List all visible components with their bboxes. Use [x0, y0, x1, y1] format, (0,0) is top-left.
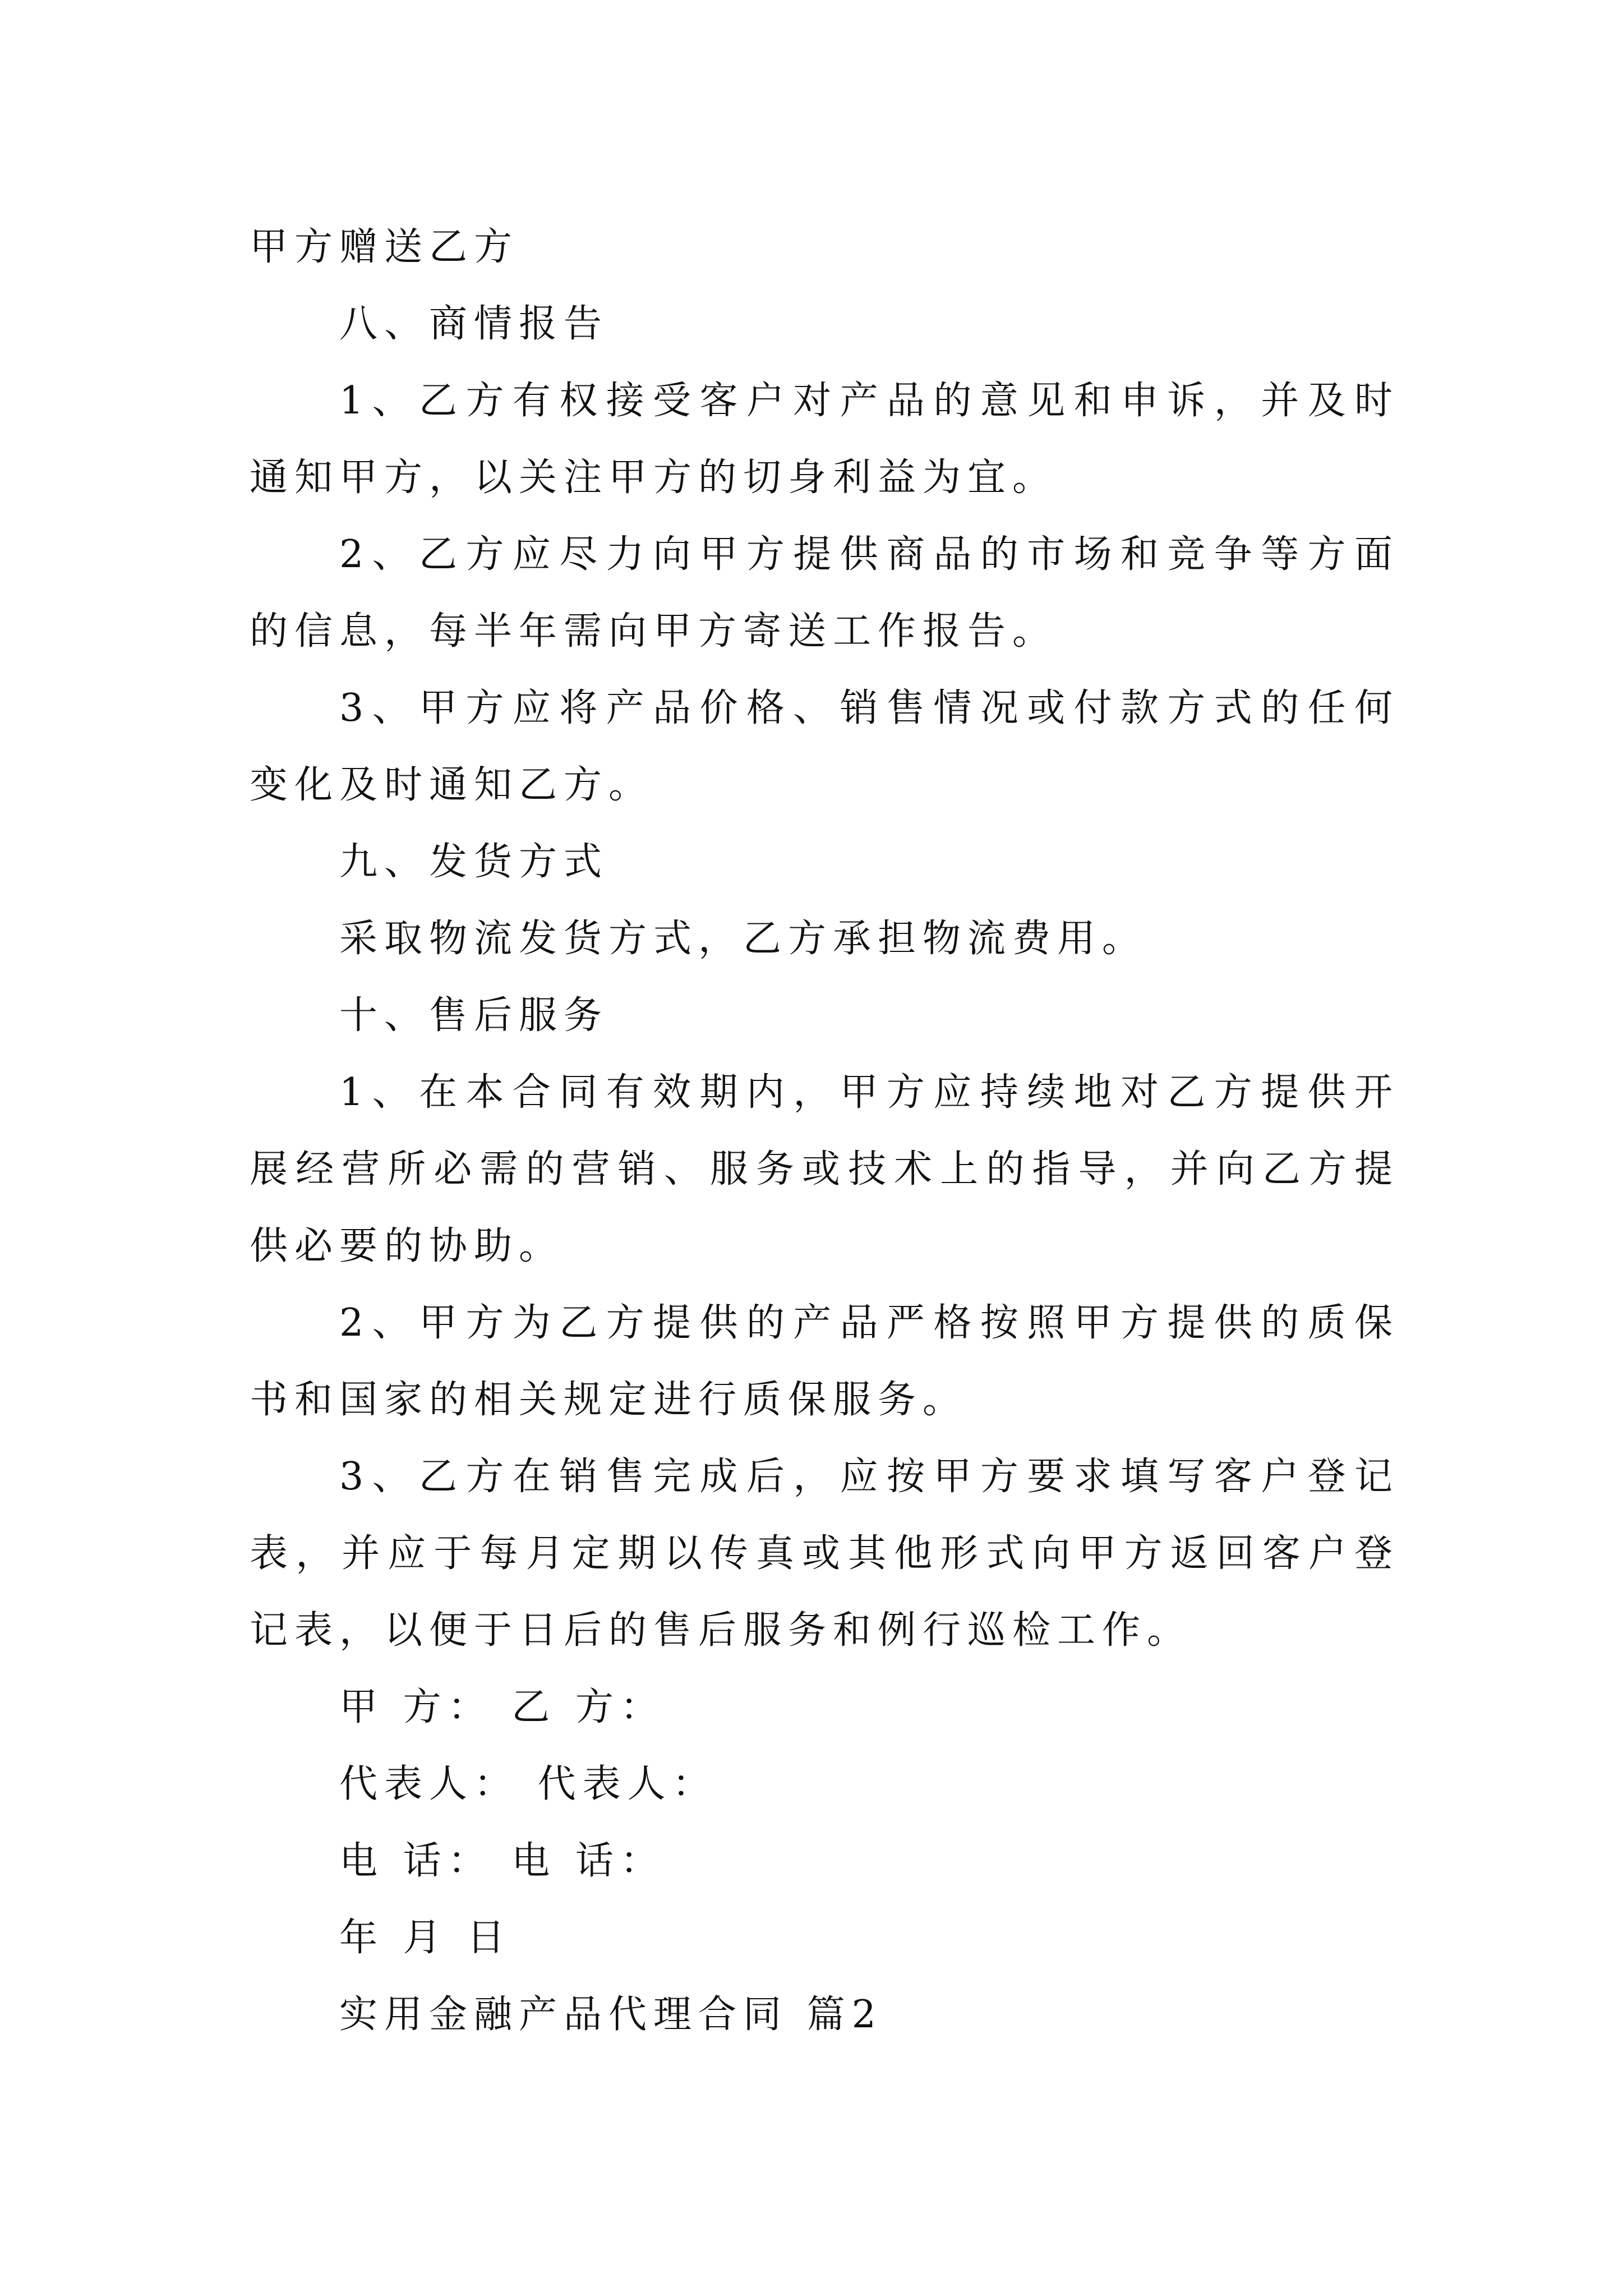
paragraph-shipping: 采取物流发货方式，乙方承担物流费用。 [339, 917, 1147, 961]
section-heading-after-sales: 十、售后服务 [339, 993, 609, 1038]
paragraph-after-sales-clause-1: 1、在本合同有效期内，甲方应持续地对乙方提供开展经营所必需的营销、服务或技术上的指导，并向乙方提供必要的协助。 [250, 1070, 1399, 1268]
next-contract-title: 实用金融产品代理合同 篇2 [339, 1993, 883, 2037]
document-body [250, 209, 1399, 2053]
signature-phones: 电 话： 电 话： [339, 1839, 665, 1883]
section-heading-business-report: 八、商情报告 [339, 302, 609, 346]
signature-parties: 甲 方： 乙 方： [339, 1685, 665, 1729]
paragraph-report-clause-2: 2、乙方应尽力向甲方提供商品的市场和竞争等方面的信息，每半年需向甲方寄送工作报告。 [250, 532, 1399, 654]
paragraph-after-sales-clause-3: 3、乙方在销售完成后，应按甲方要求填写客户登记表，并应于每月定期以传真或其他形式向甲方返回客户登记表，以便于日后的售后服务和例行巡检工作。 [250, 1455, 1399, 1653]
paragraph-report-clause-3: 3、甲方应将产品价格、销售情况或付款方式的任何变化及时通知乙方。 [250, 686, 1399, 807]
signature-representatives: 代表人： 代表人： [339, 1762, 717, 1806]
paragraph-gift: 甲方赠送乙方 [250, 225, 519, 269]
signature-date: 年 月 日 [339, 1916, 512, 1960]
paragraph-after-sales-clause-2: 2、甲方为乙方提供的产品严格按照甲方提供的质保书和国家的相关规定进行质保服务。 [250, 1301, 1399, 1422]
paragraph-report-clause-1: 1、乙方有权接受客户对产品的意见和申诉，并及时通知甲方，以关注甲方的切身利益为宜。 [250, 379, 1399, 500]
section-heading-shipping: 九、发货方式 [339, 840, 609, 884]
